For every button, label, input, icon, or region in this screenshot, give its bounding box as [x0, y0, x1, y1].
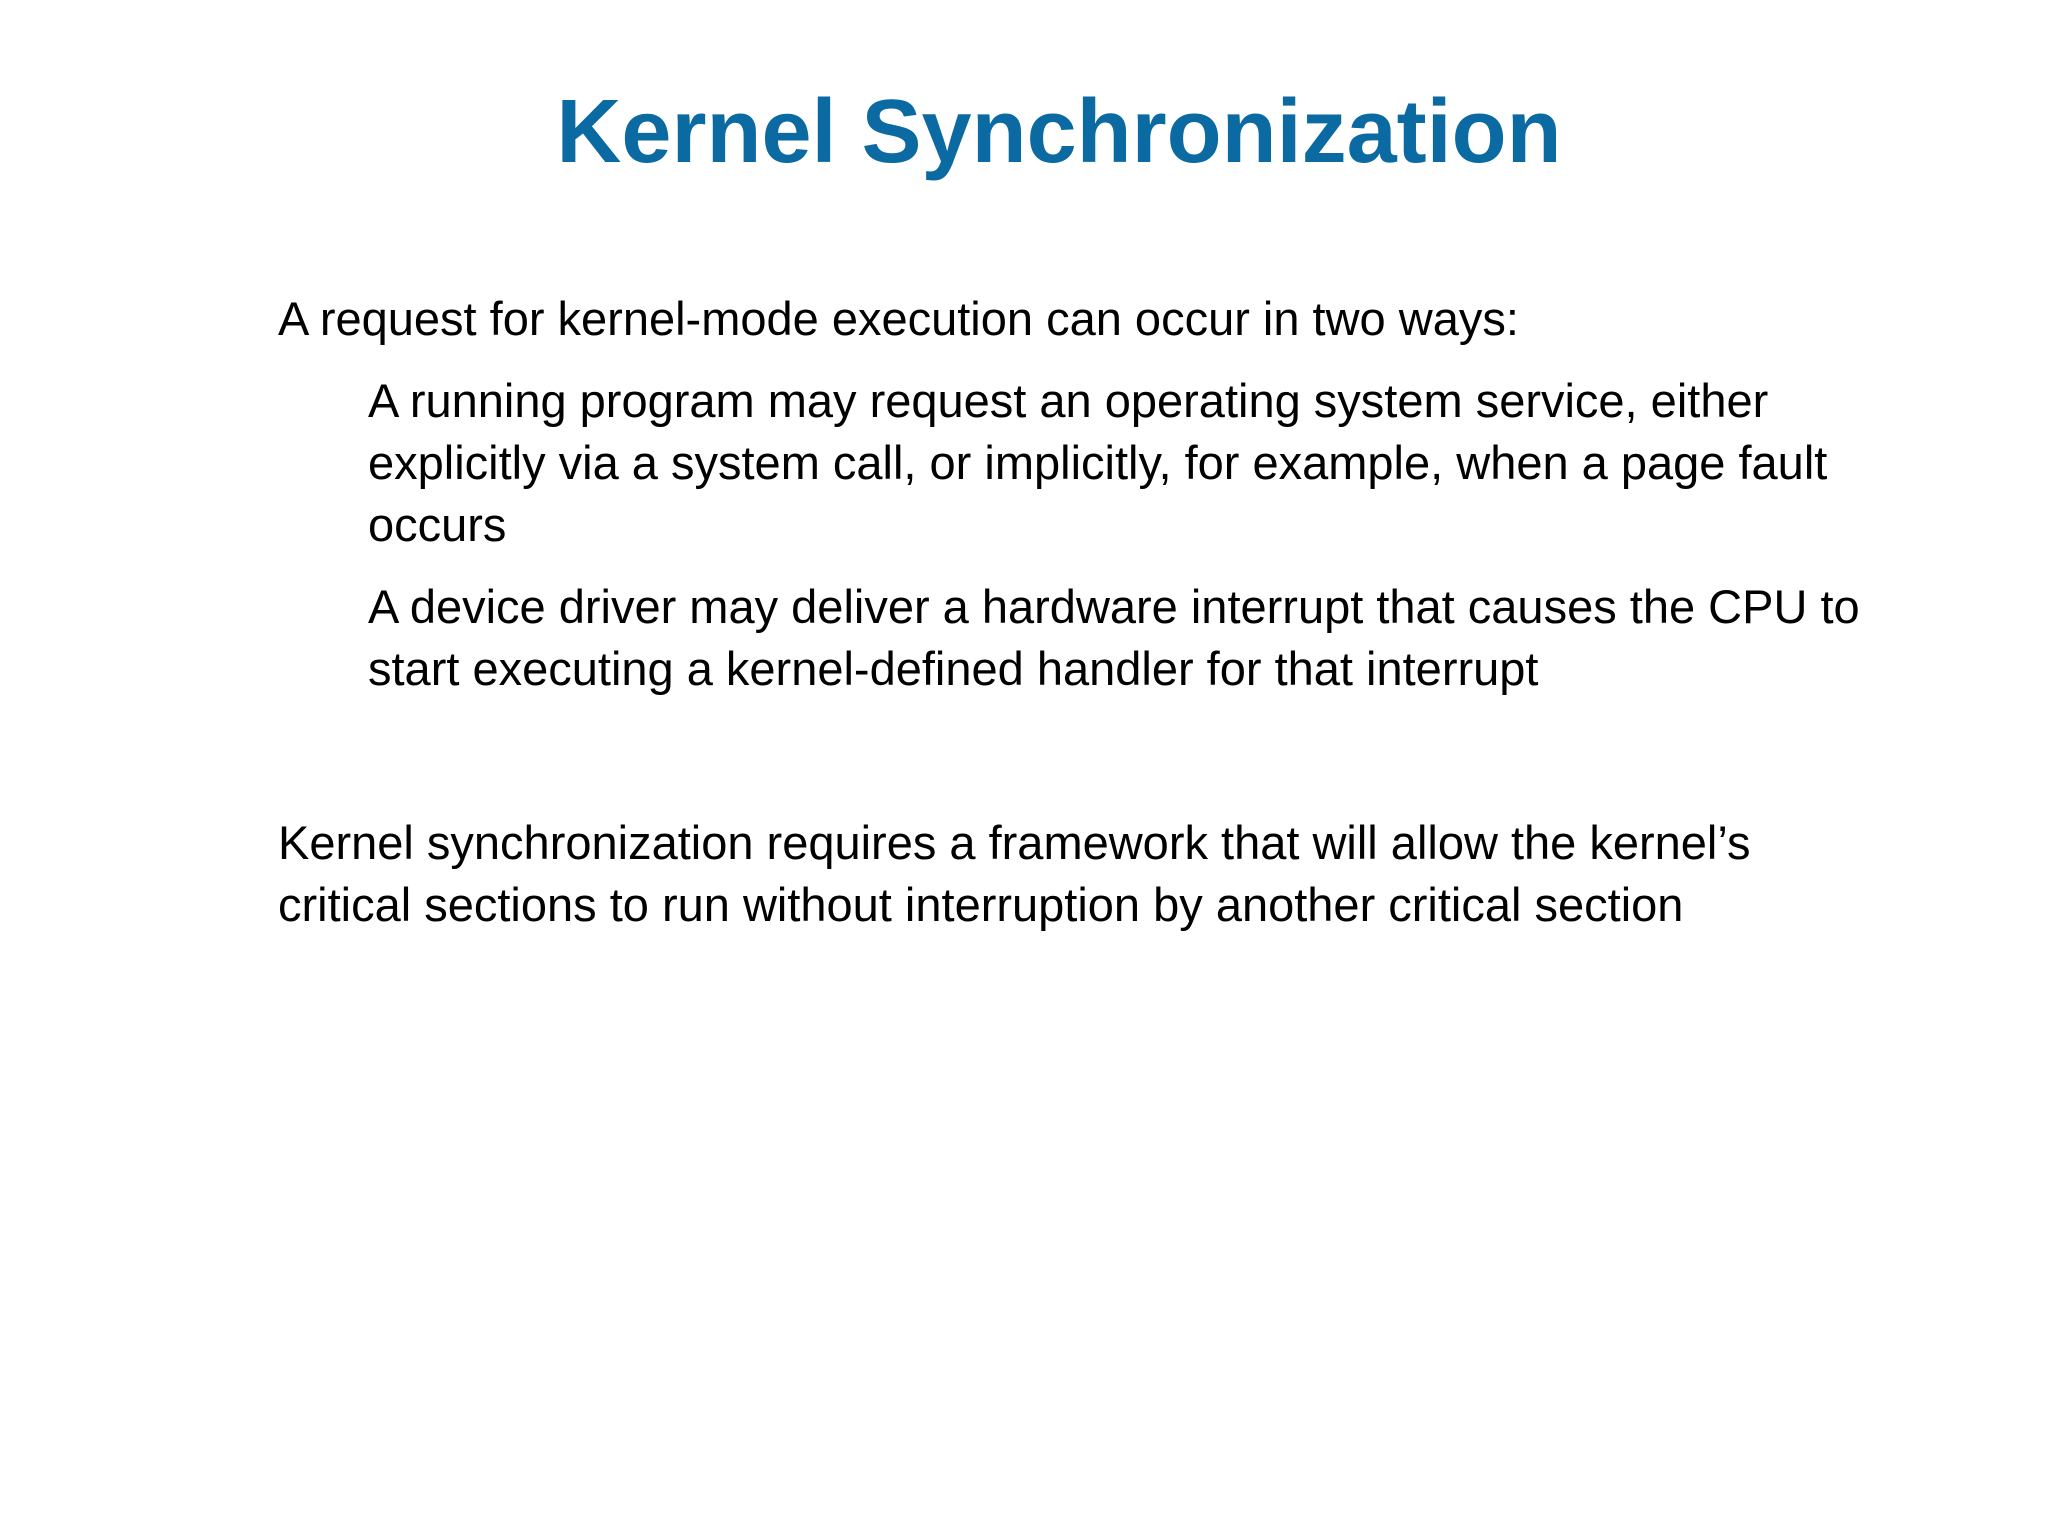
slide-title-container — [0, 80, 2048, 184]
sub-point-hardware-interrupt: A device driver may deliver a hardware interrupt that causes the CPU to start executing a kernel-defined handler for that interrupt — [368, 580, 1860, 695]
slide-title: Kernel Synchronization — [556, 82, 1562, 182]
conclusion-paragraph: Kernel synchronization requires a framework that will allow the kernel’s critical sections to run without interruption by another critical section — [278, 816, 1751, 931]
sub-point-system-call: A running program may request an operating system service, either explicitly via a system call, or implicitly, for example, when a page fault occurs — [368, 374, 1828, 551]
intro-paragraph: A request for kernel-mode execution can occur in two ways: — [278, 292, 1519, 345]
slide-body — [278, 288, 1878, 936]
